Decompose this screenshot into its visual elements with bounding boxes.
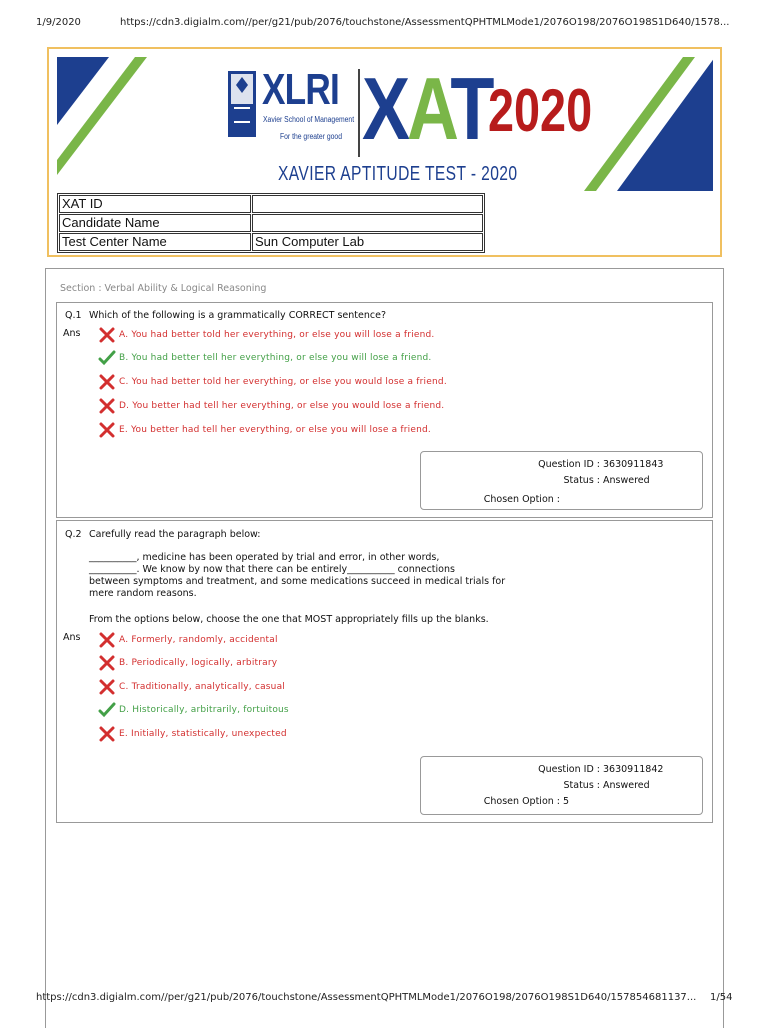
cross-icon [98,631,116,649]
candidate-label: Candidate Name [59,214,251,232]
check-icon [98,349,116,367]
option-text: D. Historically, arbitrarily, fortuitous [119,705,289,715]
cross-icon [98,397,116,415]
chosen-option-value: 5 [563,796,570,807]
option-text: A. You had better told her everything, or else you will lose a friend. [119,330,435,340]
paragraph-line: mere random reasons. [89,588,197,599]
xat-logo-a: A [406,59,451,158]
candidate-value: Sun Computer Lab [252,233,483,251]
logo-divider [358,69,360,157]
status-label: Status : [563,475,600,486]
status-value: Answered [603,475,650,486]
answer-label: Ans [63,328,81,339]
paragraph-line: __________, medicine has been operated by trial and error, in other words, [89,552,440,563]
institute-subtitle: Xavier School of Management [263,115,355,124]
table-row [59,214,483,232]
option-text: D. You better had tell her everything, or else you would lose a friend. [119,401,445,411]
check-icon [98,701,116,719]
option-row [98,678,285,696]
print-date: 1/9/2020 [36,17,81,28]
cross-icon [98,373,116,391]
option-row [98,349,431,367]
question-number: Q.2 [65,529,82,540]
xat-logo-t: T [450,59,492,158]
answer-label: Ans [63,632,81,643]
print-footer-url: https://cdn3.digialm.com//per/g21/pub/2076/touchstone/AssessmentQPHTMLMode1/2076O198/2076O198S1D640/157854681137... [36,992,697,1003]
option-row [98,373,447,391]
question-id-label: Question ID : [538,764,600,775]
option-row [98,654,277,672]
option-row [98,421,431,439]
status-label: Status : [563,780,600,791]
question-text: Carefully read the paragraph below: [89,529,261,540]
chosen-option-label: Chosen Option : [483,796,560,807]
print-url: https://cdn3.digialm.com//per/g21/pub/2076/touchstone/AssessmentQPHTMLMode1/2076O198/2076O198S1D640/1578... [120,17,730,28]
xat-logo [362,59,492,158]
question-id-label: Question ID : [538,459,600,470]
question-text: Which of the following is a grammatically CORRECT sentence? [89,310,386,321]
option-text: C. You had better told her everything, or else you would lose a friend. [119,377,447,387]
option-row [98,326,434,344]
option-row [98,701,289,719]
chosen-option-label: Chosen Option : [483,494,560,505]
cross-icon [98,421,116,439]
status-value: Answered [603,780,650,791]
table-row [59,195,483,213]
section-label: Section : Verbal Ability & Logical Reasoning [60,283,267,294]
question-number: Q.1 [65,310,82,321]
page-number: 1/54 [710,992,733,1003]
option-text: B. Periodically, logically, arbitrary [119,658,278,668]
xat-logo-x: X [362,59,407,158]
paragraph-line: between symptoms and treatment, and some medications succeed in medical trials for [89,576,506,587]
exam-header-card [47,47,722,257]
cross-icon [98,678,116,696]
candidate-label: Test Center Name [59,233,251,251]
option-row [98,631,278,649]
cross-icon [98,725,116,743]
option-row [98,725,287,743]
cross-icon [98,654,116,672]
institute-logo-text: XLRI [262,65,339,114]
option-text: B. You had better tell her everything, or else you will lose a friend. [119,353,432,363]
option-text: E. You better had tell her everything, or else you will lose a friend. [119,425,431,435]
candidate-info-table [57,193,485,253]
candidate-value [252,195,483,213]
cross-icon [98,326,116,344]
option-text: C. Traditionally, analytically, casual [119,682,285,692]
question-instruction: From the options below, choose the one that MOST appropriately fills up the blanks. [89,614,489,625]
xlri-emblem-icon [228,71,256,137]
institute-tagline: For the greater good [280,132,342,141]
paragraph-line: __________. We know by now that there can be entirely__________ connections [89,564,455,575]
option-text: A. Formerly, randomly, accidental [119,635,278,645]
table-row [59,233,483,251]
option-text: E. Initially, statistically, unexpected [119,729,287,739]
exam-full-name: XAVIER APTITUDE TEST - 2020 [278,163,518,185]
option-row [98,397,444,415]
exam-banner [57,57,713,191]
candidate-label: XAT ID [59,195,251,213]
question-id-value: 3630911843 [603,459,664,470]
exam-year: 2020 [488,77,593,144]
question-id-value: 3630911842 [603,764,664,775]
candidate-value [252,214,483,232]
